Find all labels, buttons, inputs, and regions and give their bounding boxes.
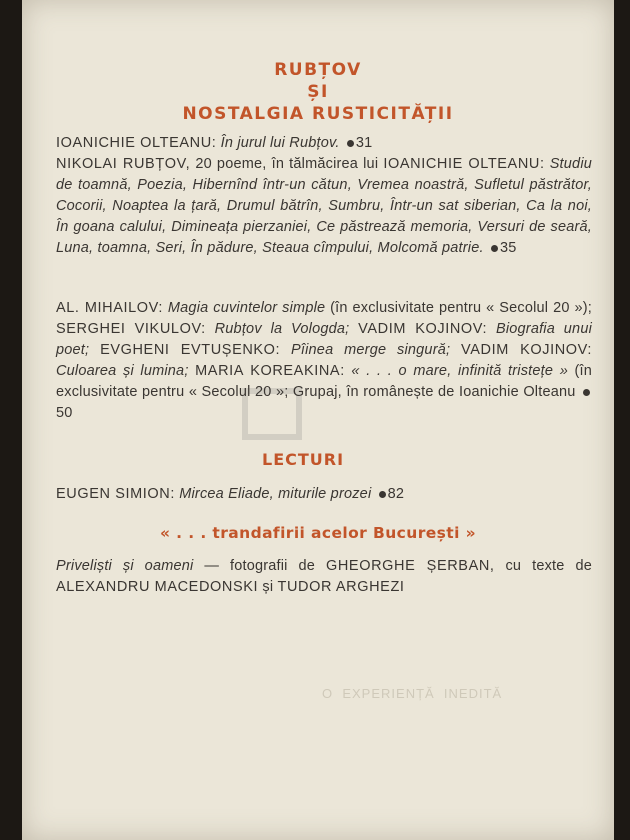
entry-author: NIKOLAI RUBȚOV, [56, 156, 191, 172]
section-title-lecturi: LECTURI [262, 450, 345, 469]
entry-translator: IOANICHIE OLTEANU: [383, 156, 545, 172]
toc-entry-priveliste [56, 556, 592, 598]
entry-author: AL. MIHAILOV: [56, 300, 164, 316]
bullet-dot-icon [347, 140, 354, 147]
entry-title: Biografia unui poet; [56, 321, 593, 358]
entry-text: și [258, 579, 278, 595]
section-title-trandafirii: « . . . trandafirii acelor București » [159, 524, 477, 542]
page-number: 35 [499, 240, 517, 256]
page-number: 82 [387, 486, 405, 502]
toc-entry-rubtov-poems [56, 154, 592, 259]
section-title-nostalgia: NOSTALGIA RUSTICITĂȚII [182, 104, 454, 124]
entry-author: MARIA KOREAKINA: [195, 363, 345, 379]
entry-author: TUDOR ARGHEZI [277, 579, 405, 595]
entry-author: EVGHENI EVTUȘENKO: [100, 342, 281, 358]
book-page [22, 0, 614, 840]
entry-note: (în exclusivitate pentru « Secolul 20 »); [325, 300, 592, 316]
entry-author: SERGHEI VIKULOV: [56, 321, 206, 337]
entry-title: Pîinea merge singură; [291, 342, 451, 358]
bullet-dot-icon [379, 491, 386, 498]
page-number: 50 [56, 405, 73, 421]
bullet-dot-icon [491, 245, 498, 252]
entry-author: IOANICHIE OLTEANU: [56, 135, 217, 151]
entry-poem-titles: Studiu de toamnă, Poezia, Hibernînd într-un cătun, Vremea noastră, Sufletul păstrător, Cocorii, Noaptea la țară, Drumul bătrîn, Sumbru, Într-un sat siberian, Ca la noi, În goana calului, Dimineața pierzaniei, Ce păstrează memoria, Versuri de seară, Luna, toamna, Seri, În pădure, Steaua cîmpului, Molcomă patrie. [56, 156, 593, 256]
entry-title: Priveliști și oameni [56, 558, 194, 574]
entry-author: ALEXANDRU MACEDONSKI [56, 579, 259, 595]
toc-entry-simion [56, 484, 592, 505]
entry-note: (în exclusivitate pentru « Secolul 20 »; Grupaj, în românește de Ioanichie Olteanu [56, 363, 593, 400]
entry-title: Mircea Eliade, miturile prozei [179, 486, 372, 502]
entry-author: VADIM KOJINOV: [461, 342, 593, 358]
section-title-rubtov: RUBȚOV [274, 60, 362, 80]
toc-entry-olteanu [56, 133, 592, 154]
entry-title: Magia cuvintelor simple [167, 300, 326, 316]
entry-title: Culoarea și lumina; [56, 363, 189, 379]
entry-title: « . . . o mare, infinită tristețe » [351, 363, 568, 379]
entry-title: În jurul lui Rubțov. [220, 135, 340, 151]
bullet-dot-icon [583, 389, 590, 396]
bleed-through-text: O EXPERIENȚĂ INEDITĂ [322, 686, 503, 701]
section-title-si: ȘI [307, 82, 329, 102]
entry-title: Rubțov la Vologda; [214, 321, 350, 337]
entry-photographer: GHEORGHE ȘERBAN, [325, 558, 495, 574]
entry-text: — fotografii de [193, 558, 326, 574]
entry-author: EUGEN SIMION: [56, 486, 175, 502]
entry-intro: 20 poeme, în tălmăcirea lui [190, 156, 384, 172]
entry-text: cu texte de [494, 558, 592, 574]
entry-author: VADIM KOJINOV: [358, 321, 488, 337]
page-number: 31 [355, 135, 373, 151]
toc-entry-essays [56, 298, 592, 424]
